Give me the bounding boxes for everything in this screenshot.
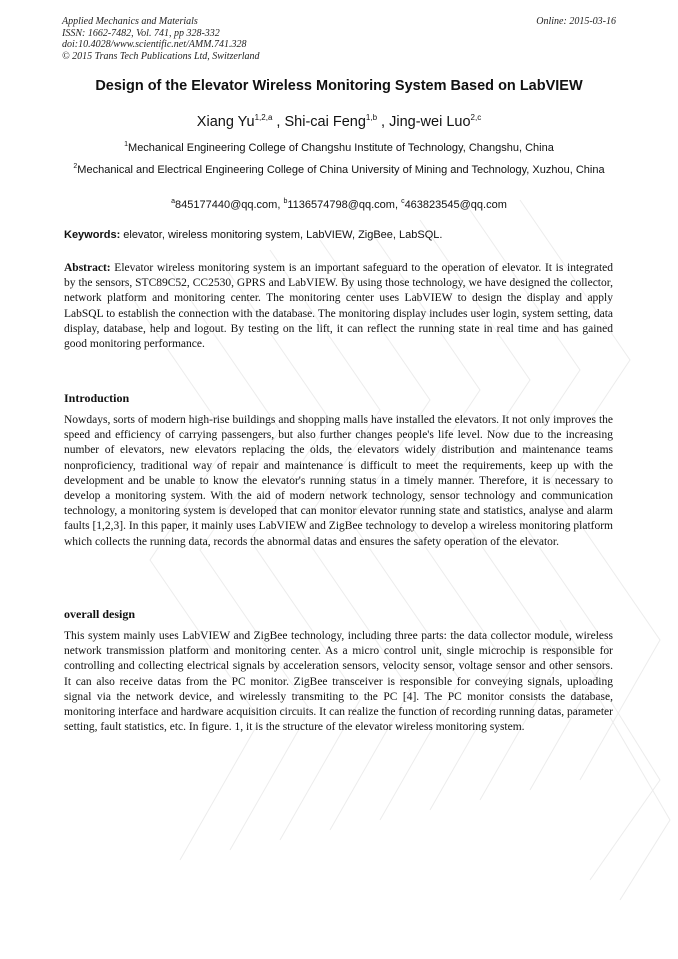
author-superscript: 2,c	[470, 113, 482, 122]
keywords-text: elevator, wireless monitoring system, LabVIEW, ZigBee, LabSQL.	[120, 229, 443, 241]
email-address: 463823545@qq.com	[404, 199, 507, 211]
affiliation-superscript: 2	[73, 163, 78, 170]
email-address: 1136574798@qq.com,	[287, 199, 402, 211]
affiliation-text: Mechanical and Electrical Engineering College of China University of Mining and Technology, Xuzhou, China	[77, 164, 605, 176]
overall-design-paragraph: This system mainly uses LabVIEW and ZigBee technology, including three parts: the data collector module, wireless network transmission platform and monitoring center. As a micro control unit, single microchip is responsible for controlling and collecting electrical signals by acceleration sensors, velocity sensor, voltage sensor and other sensors. It can also receive datas from the PC monitor. ZigBee transceiver is responsible for conveying signals, uploading signal via the network device, and wirelessly transmiting to the PC [4]. The PC monitor consists the database, monitoring interface and hardware acquisition circuits. It can realize the function of recording running datas, parameter setting, fault statistics, etc. In figure. 1, it is the structure of the elevator wireless monitoring system.	[64, 630, 613, 734]
affiliation-2	[64, 159, 614, 179]
author-name: Shi-cai Feng	[284, 114, 366, 130]
copyright-line: © 2015 Trans Tech Publications Ltd, Switzerland	[62, 50, 260, 62]
affiliation-superscript: 1	[124, 141, 129, 148]
author-name: Xiang Yu	[196, 114, 255, 130]
author-list	[40, 113, 638, 130]
keywords-label: Keywords:	[64, 229, 121, 241]
journal-name: Applied Mechanics and Materials	[62, 16, 198, 27]
email-superscript: a	[171, 198, 176, 205]
affiliation-1	[64, 137, 614, 157]
author-separator: ,	[272, 114, 285, 130]
abstract-paragraph	[64, 261, 613, 352]
journal-header	[62, 16, 616, 62]
abstract-text: Elevator wireless monitoring system is an important safeguard to the operation of elevator. It is integrated by the sensors, STC89C52, CC2530, GPRS and LabVIEW. By using those technology, we have designed the collector, network platform and monitoring center. The monitoring center uses LabVIEW to design the display and apply LabSQL to establish the connection with the database. The monitoring display includes user login, system setting, data display, database, help and logout. By testing on the lift, it can reflect the running state in real time and has gained good monitoring performance.	[64, 262, 613, 351]
doi-line: doi:10.4028/www.scientific.net/AMM.741.328	[62, 39, 247, 50]
paper-title: Design of the Elevator Wireless Monitoring System Based on LabVIEW	[95, 78, 583, 94]
author-superscript: 1,b	[365, 113, 378, 122]
author-separator: ,	[377, 114, 390, 130]
keywords-line	[64, 229, 616, 241]
email-superscript: b	[283, 198, 288, 205]
issn-line: ISSN: 1662-7482, Vol. 741, pp 328-332	[62, 27, 220, 39]
email-address: 845177440@qq.com,	[175, 199, 284, 211]
email-superscript: c	[401, 198, 405, 205]
author-name: Jing-wei Luo	[389, 114, 471, 130]
section-heading-overall-design: overall design	[64, 607, 135, 621]
author-emails	[64, 194, 614, 214]
affiliation-text: Mechanical Engineering College of Changshu Institute of Technology, Changshu, China	[128, 142, 554, 154]
author-superscript: 1,2,a	[254, 113, 273, 122]
abstract-label: Abstract:	[64, 262, 111, 274]
introduction-paragraph: Nowdays, sorts of modern high-rise buildings and shopping malls have installed the elevators. It not only improves the speed and efficiency of carrying passengers, but also further changes people's life level. Now due to the increasing number of elevators, new elevators replacing the olds, the elevators widely distribution and maintenance teams nonproficiency, traditional way of repair and maintenance is difficult to meet the requirements, keep up with the development and be unable to know the elevator's running status in a timely manner. Therefore, it is necessary to develop a monitoring system. With the aid of modern network technology, sensor technology and communication technology, a monitoring system is developed that can monitor elevator running state and statistics, analyse and alarm faults [1,2,3]. In this paper, it mainly uses LabVIEW and ZigBee technology to develop a wireless monitoring platform which collects the running data, records the abnormal datas and ensures the safety operation of the elevator.	[64, 414, 613, 548]
section-heading-introduction: Introduction	[64, 391, 130, 405]
online-date: Online: 2015-03-16	[536, 16, 616, 27]
